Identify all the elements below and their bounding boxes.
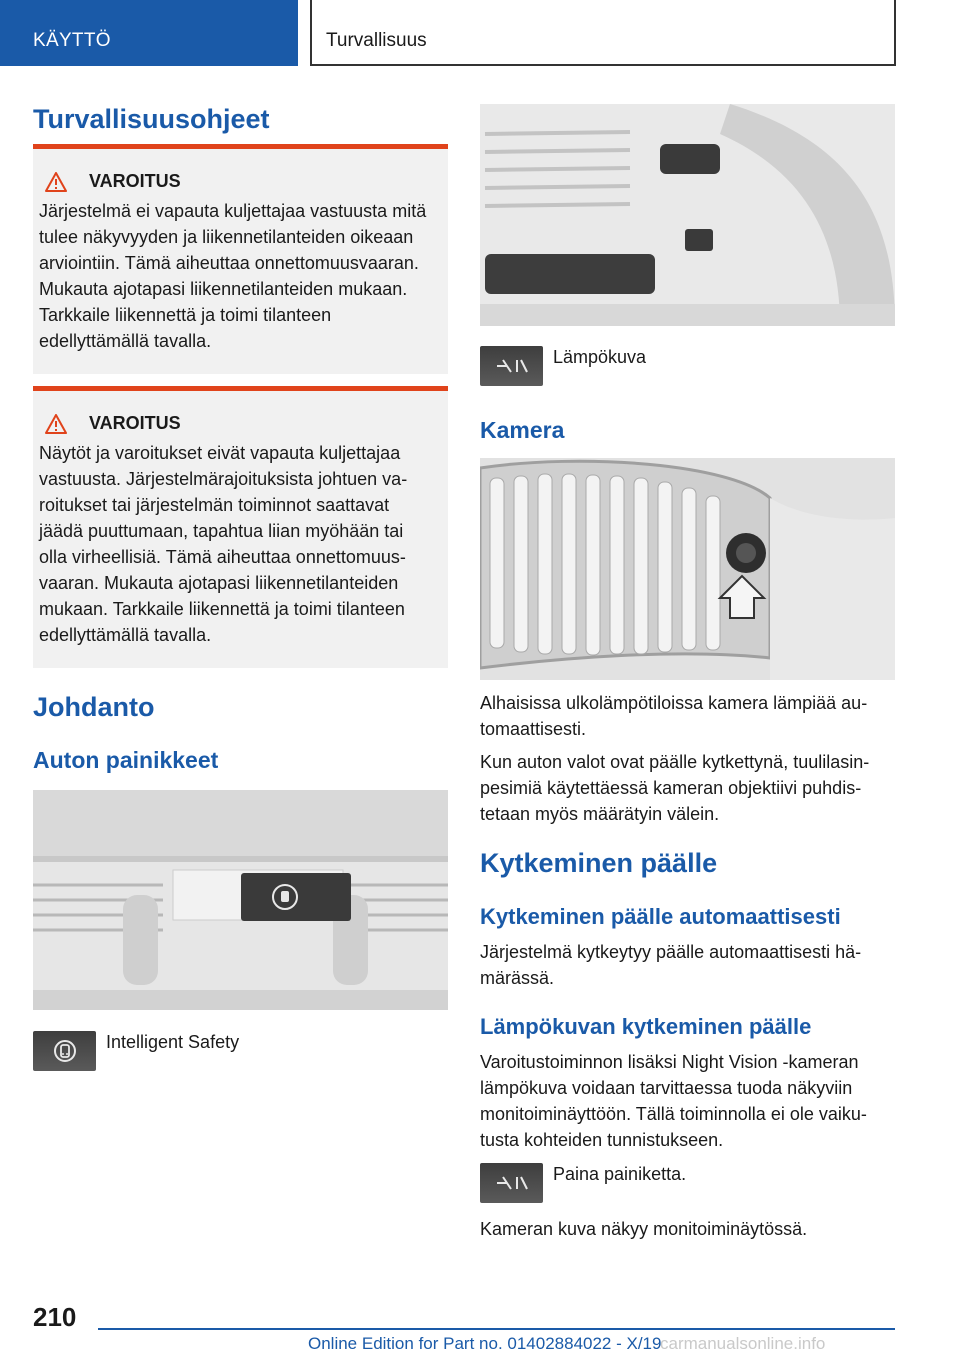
steering-area-photo <box>480 104 895 326</box>
watermark: carmanualsonline.info <box>660 1334 826 1353</box>
kidney-grille-camera-photo <box>480 458 895 680</box>
warning-text: Näytöt ja varoitukset eivät vapauta kuljettajaa vastuusta. Järjestelmärajoituksista johtuen varoitukset tai järjestelmän toiminnot saattavat jäädä puuttumaan, tapahtua liian myöhään tai olla virheellisiä. Tämä aiheuttaa onnettomuusvaaran. Mukauta ajotapasi liikennetilanteiden mukaan. Tarkkaile liikennettä ja toimi tilanteen edellyttämällä tavalla. <box>39 443 408 645</box>
thermal-on-paragraph: Varoitustoiminnon lisäksi Night Vision -kameran lämpökuva voidaan tarvittaessa tuoda näkyviin monitoiminäyttöön. Tällä toiminnolla ei ole vaikutusta kohteiden tunnistukseen. <box>480 1052 867 1150</box>
warning-box-2 <box>33 386 448 668</box>
warning-triangle-icon <box>45 172 67 192</box>
section-tab[interactable]: KÄYTTÖ <box>0 0 298 66</box>
warning-text: Järjestelmä ei vapauta kuljettajaa vastuusta mitä tulee näkyvyyden ja liikennetilanteiden oikeaan arviointiin. Tämä aiheuttaa onnettomuusvaaran. Mukauta ajotapasi liikennetilanteiden mukaan. Tarkkaile liikennettä ja toimi tilanteen edellyttämällä tavalla. <box>39 201 427 351</box>
page-number: 210 <box>33 1302 77 1332</box>
dashboard-button-photo <box>33 790 448 1010</box>
subheading-camera: Kamera <box>480 417 565 443</box>
chapter-title: Turvallisuus <box>310 0 896 66</box>
camera-paragraph-1: Alhaisissa ulkolämpötiloissa kamera lämpiää automaattisesti. <box>480 693 868 739</box>
intelligent-safety-button-icon <box>33 1031 96 1071</box>
section-heading-safety: Turvallisuusohjeet <box>33 104 270 134</box>
warning-box-1 <box>33 144 448 374</box>
subheading-thermal-on: Lämpökuvan kytkeminen päälle <box>480 1014 812 1039</box>
warning-label: VAROITUS <box>89 171 181 191</box>
thermal-caption: Lämpökuva <box>553 347 647 367</box>
footer-divider <box>98 1328 895 1330</box>
warning-label: VAROITUS <box>89 413 181 433</box>
edition-info: Online Edition for Part no. 01402884022 - X/19 <box>308 1334 662 1353</box>
press-caption: Paina painiketta. <box>553 1164 687 1184</box>
camera-paragraph-2: Kun auton valot ovat päälle kytkettynä, tuulilasinpesimiä käytettäessä kameran objektiivi puhdistetaan myös määrätyin välein. <box>480 752 870 824</box>
auto-paragraph: Järjestelmä kytkeytyy päälle automaattisesti hämärässä. <box>480 942 862 988</box>
final-paragraph: Kameran kuva näkyy monitoiminäytössä. <box>480 1219 808 1239</box>
subheading-auto: Kytkeminen päälle automaattisesti <box>480 904 841 929</box>
thermal-image-button-icon <box>480 346 543 386</box>
section-heading-switch-on: Kytkeminen päälle <box>480 848 718 878</box>
section-heading-intro: Johdanto <box>33 692 155 722</box>
subheading-buttons: Auton painikkeet <box>33 747 219 773</box>
warning-triangle-icon <box>45 414 67 434</box>
thermal-image-button-icon <box>480 1163 543 1203</box>
button-caption: Intelligent Safety <box>106 1032 240 1052</box>
